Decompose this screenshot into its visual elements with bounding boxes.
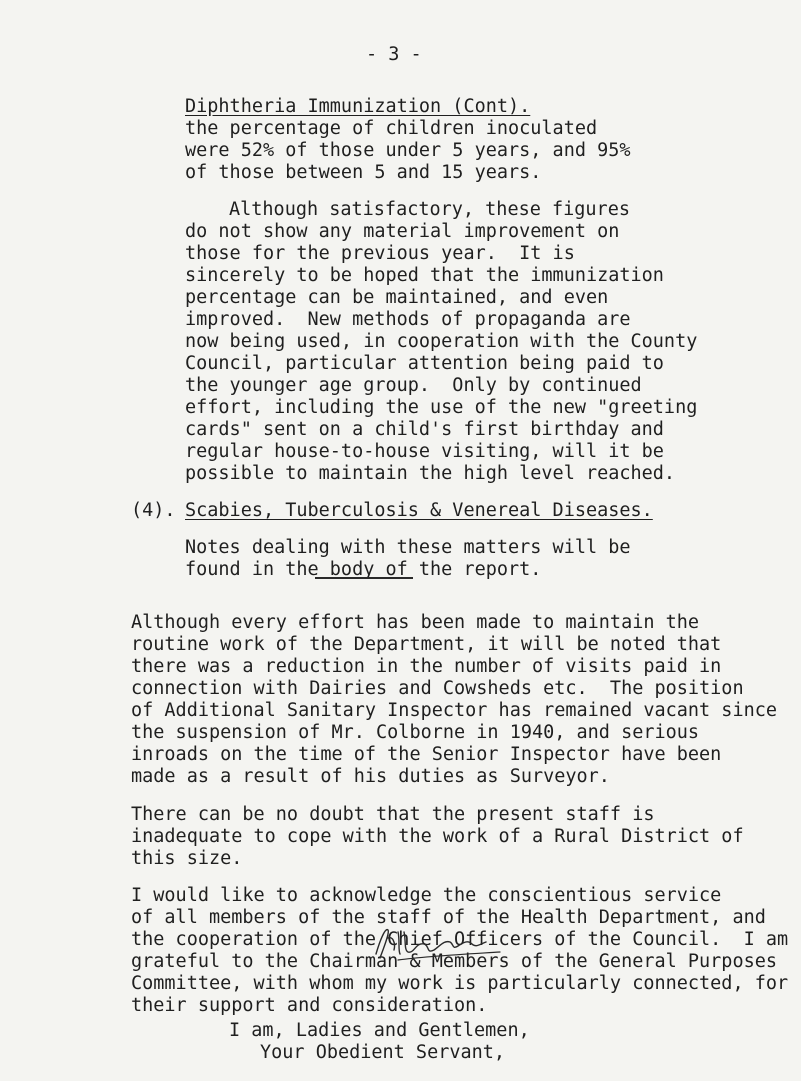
- body-line: Council, particular attention being paid to: [185, 353, 664, 374]
- body-line: effort, including the use of the new "greeting: [185, 397, 698, 418]
- body-line: Although every effort has been made to maintain the: [131, 612, 700, 633]
- body-line: the suspension of Mr. Colborne in 1940, and serious: [131, 722, 700, 743]
- body-line: sincerely to be hoped that the immunization: [185, 265, 664, 286]
- closing-salutation: I am, Ladies and Gentlemen,: [229, 1020, 530, 1041]
- body-line: of Additional Sanitary Inspector has remained vacant since: [131, 700, 778, 721]
- closing-servant: Your Obedient Servant,: [260, 1042, 506, 1063]
- body-line: Notes dealing with these matters will be: [185, 537, 631, 558]
- section-heading-scabies: Scabies, Tuberculosis & Venereal Diseases.: [185, 500, 653, 521]
- body-line: of those between 5 and 15 years.: [185, 162, 542, 183]
- body-line: the percentage of children inoculated: [185, 118, 598, 139]
- body-line: There can be no doubt that the present staff is: [131, 804, 655, 825]
- body-line: percentage can be maintained, and even: [185, 287, 609, 308]
- body-line: possible to maintain the high level reached.: [185, 463, 676, 484]
- page-number: - 3 -: [366, 44, 422, 65]
- body-line: grateful to the Chairman & Members of the General Purposes: [131, 951, 778, 972]
- body-line: improved. New methods of propaganda are: [185, 309, 631, 330]
- body-line: this size.: [131, 848, 243, 869]
- body-line: their support and consideration.: [131, 995, 488, 1016]
- body-line: cards" sent on a child's first birthday and: [185, 419, 664, 440]
- body-line: Although satisfactory, these figures: [229, 199, 630, 220]
- body-line: do not show any material improvement on: [185, 221, 620, 242]
- body-line: now being used, in cooperation with the County: [185, 331, 698, 352]
- body-line: made as a result of his duties as Surveyor.: [131, 766, 610, 787]
- body-line: inadequate to cope with the work of a Rural District of: [131, 826, 744, 847]
- body-line: I would like to acknowledge the conscientious service: [131, 885, 722, 906]
- body-line: were 52% of those under 5 years, and 95%: [185, 140, 631, 161]
- body-line: inroads on the time of the Senior Inspector have been: [131, 744, 722, 765]
- section-number: (4).: [131, 500, 176, 521]
- body-line: routine work of the Department, it will be noted that: [131, 634, 722, 655]
- body-line: the younger age group. Only by continued: [185, 375, 642, 396]
- body-line: there was a reduction in the number of visits paid in: [131, 656, 722, 677]
- section-divider: [315, 577, 413, 579]
- body-line: found in the body of the report.: [185, 559, 542, 580]
- section-heading-diphtheria: Diphtheria Immunization (Cont).: [185, 96, 531, 117]
- body-line: the cooperation of the Chief Officers of the Council. I am: [131, 929, 789, 950]
- body-line: connection with Dairies and Cowsheds etc. The position: [131, 678, 744, 699]
- handwritten-signature: [368, 924, 518, 966]
- body-line: of all members of the staff of the Health Department, and: [131, 907, 766, 928]
- body-line: those for the previous year. It is: [185, 243, 575, 264]
- body-line: regular house-to-house visiting, will it be: [185, 441, 664, 462]
- body-line: Committee, with whom my work is particularly connected, for: [131, 973, 789, 994]
